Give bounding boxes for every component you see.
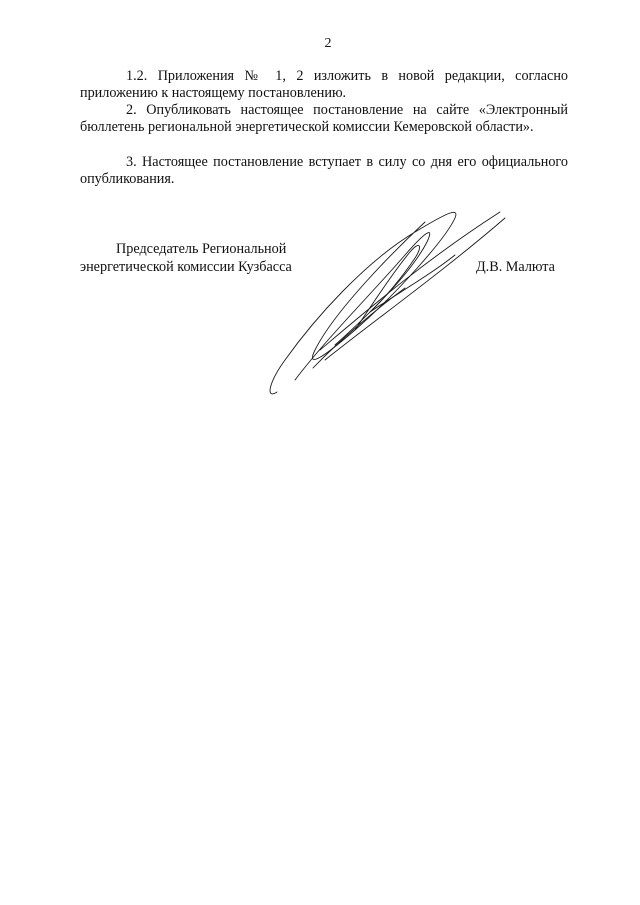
handwritten-signature-icon	[255, 200, 515, 405]
signatory-title-line-2: энергетической комиссии Кузбасса	[80, 259, 292, 275]
page-number: 2	[324, 36, 332, 51]
signatory-title-line-1: Председатель Региональной	[116, 241, 287, 257]
signatory-name: Д.В. Малюта	[476, 259, 555, 275]
paragraph-3: 3. Настоящее постановление вступает в силу со дня его официального опубликования.	[80, 154, 568, 187]
paragraph-1-2: 1.2. Приложения № 1, 2 изложить в новой редакции, согласно приложению к настоящему постановлению.	[80, 68, 568, 101]
paragraph-2: 2. Опубликовать настоящее постановление на сайте «Электронный бюллетень региональной энергетической комиссии Кемеровской области».	[80, 102, 568, 135]
